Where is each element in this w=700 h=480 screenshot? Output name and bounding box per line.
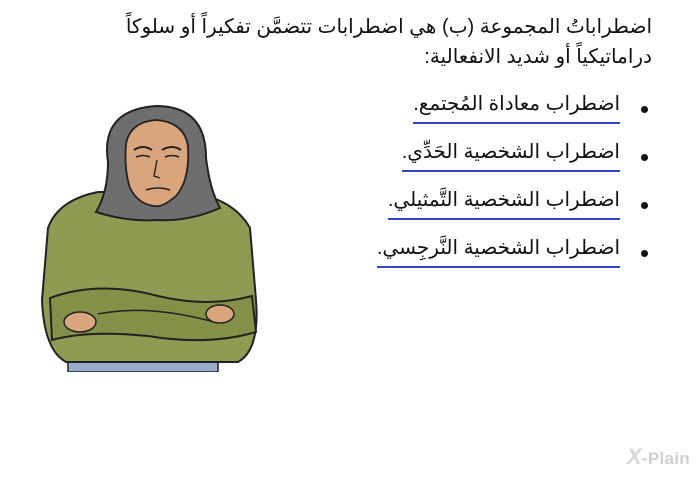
disorder-link-histrionic[interactable]: اضطراب الشخصية التَّمثيلي.: [388, 186, 620, 220]
disorder-link-borderline[interactable]: اضطراب الشخصية الحَدِّي.: [402, 138, 620, 172]
list-item: [248, 232, 648, 280]
intro-text: اضطراباتُ المجموعة (ب) هي اضطرابات تتضمَّن تفكيراً أو سلوكاً دراماتيكياً أو شديد الانفعالية:: [125, 16, 652, 68]
list-item: [248, 184, 648, 232]
disorder-link-narcissistic[interactable]: اضطراب الشخصية النَّرجِسي.: [377, 234, 620, 268]
woman-illustration: [38, 100, 266, 372]
disorder-link-antisocial[interactable]: اضطراب معاداة المُجتمع.: [413, 90, 620, 124]
list-item: [248, 136, 648, 184]
bullet-icon: [641, 154, 648, 161]
logo-mark: X: [626, 444, 642, 469]
list-item: [248, 88, 648, 136]
bullet-icon: [641, 202, 648, 209]
bullet-icon: [641, 106, 648, 113]
xplain-logo: [627, 444, 690, 470]
logo-text: -Plain: [641, 449, 690, 468]
disorder-list: [248, 88, 648, 280]
bullet-icon: [641, 250, 648, 257]
